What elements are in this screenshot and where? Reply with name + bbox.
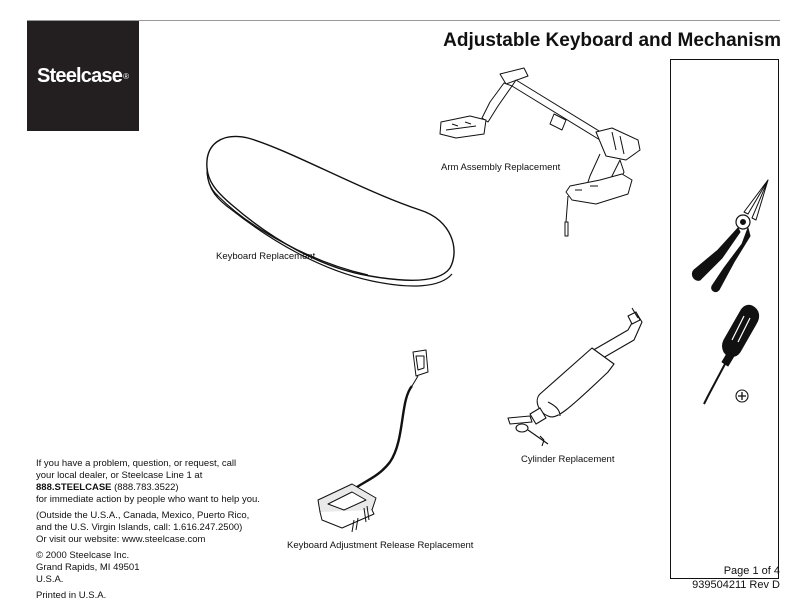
registered-mark: ® xyxy=(123,71,129,81)
printed-in: Printed in U.S.A. xyxy=(36,590,107,601)
copyright: © 2000 Steelcase Inc. xyxy=(36,550,130,561)
help-line: your local dealer, or Steelcase Line 1 at xyxy=(36,470,203,481)
help-phone-line xyxy=(36,482,296,494)
document-title: Adjustable Keyboard and Mechanism xyxy=(443,30,781,51)
address-country: U.S.A. xyxy=(36,574,64,585)
phillips-screwdriver-icon xyxy=(704,305,759,404)
gas-cylinder-illustration xyxy=(508,308,642,446)
brand-name: Steelcase xyxy=(36,64,123,87)
release-lever-illustration xyxy=(318,350,428,532)
keyboard-caption: Keyboard Replacement xyxy=(216,251,316,262)
help-line: (Outside the U.S.A., Canada, Mexico, Puerto Rico, xyxy=(36,510,250,521)
website-line: Or visit our website: www.steelcase.com xyxy=(36,534,206,545)
arm-assembly-illustration xyxy=(440,68,640,236)
help-phone-bold: 888.STEELCASE xyxy=(36,482,112,493)
page-number: Page 1 of 4 xyxy=(723,565,780,577)
page-footer xyxy=(692,564,780,592)
help-line: and the U.S. Virgin Islands, call: 1.616.247.2500) xyxy=(36,522,243,533)
keyboard-tray-illustration xyxy=(207,136,454,286)
cylinder-caption: Cylinder Replacement xyxy=(521,454,615,465)
arm-assembly-caption: Arm Assembly Replacement xyxy=(441,162,561,173)
needle-nose-pliers-icon xyxy=(692,180,768,292)
help-line: If you have a problem, question, or request, call xyxy=(36,458,237,469)
help-line: for immediate action by people who want to help you. xyxy=(36,494,260,505)
help-contact-block xyxy=(36,458,296,602)
phillips-screw-head-icon xyxy=(736,390,748,402)
help-phone-number: (888.783.3522) xyxy=(111,482,179,493)
release-caption: Keyboard Adjustment Release Replacement xyxy=(287,540,474,551)
document-number: 939504211 Rev D xyxy=(692,579,780,591)
address-city: Grand Rapids, MI 49501 xyxy=(36,562,140,573)
